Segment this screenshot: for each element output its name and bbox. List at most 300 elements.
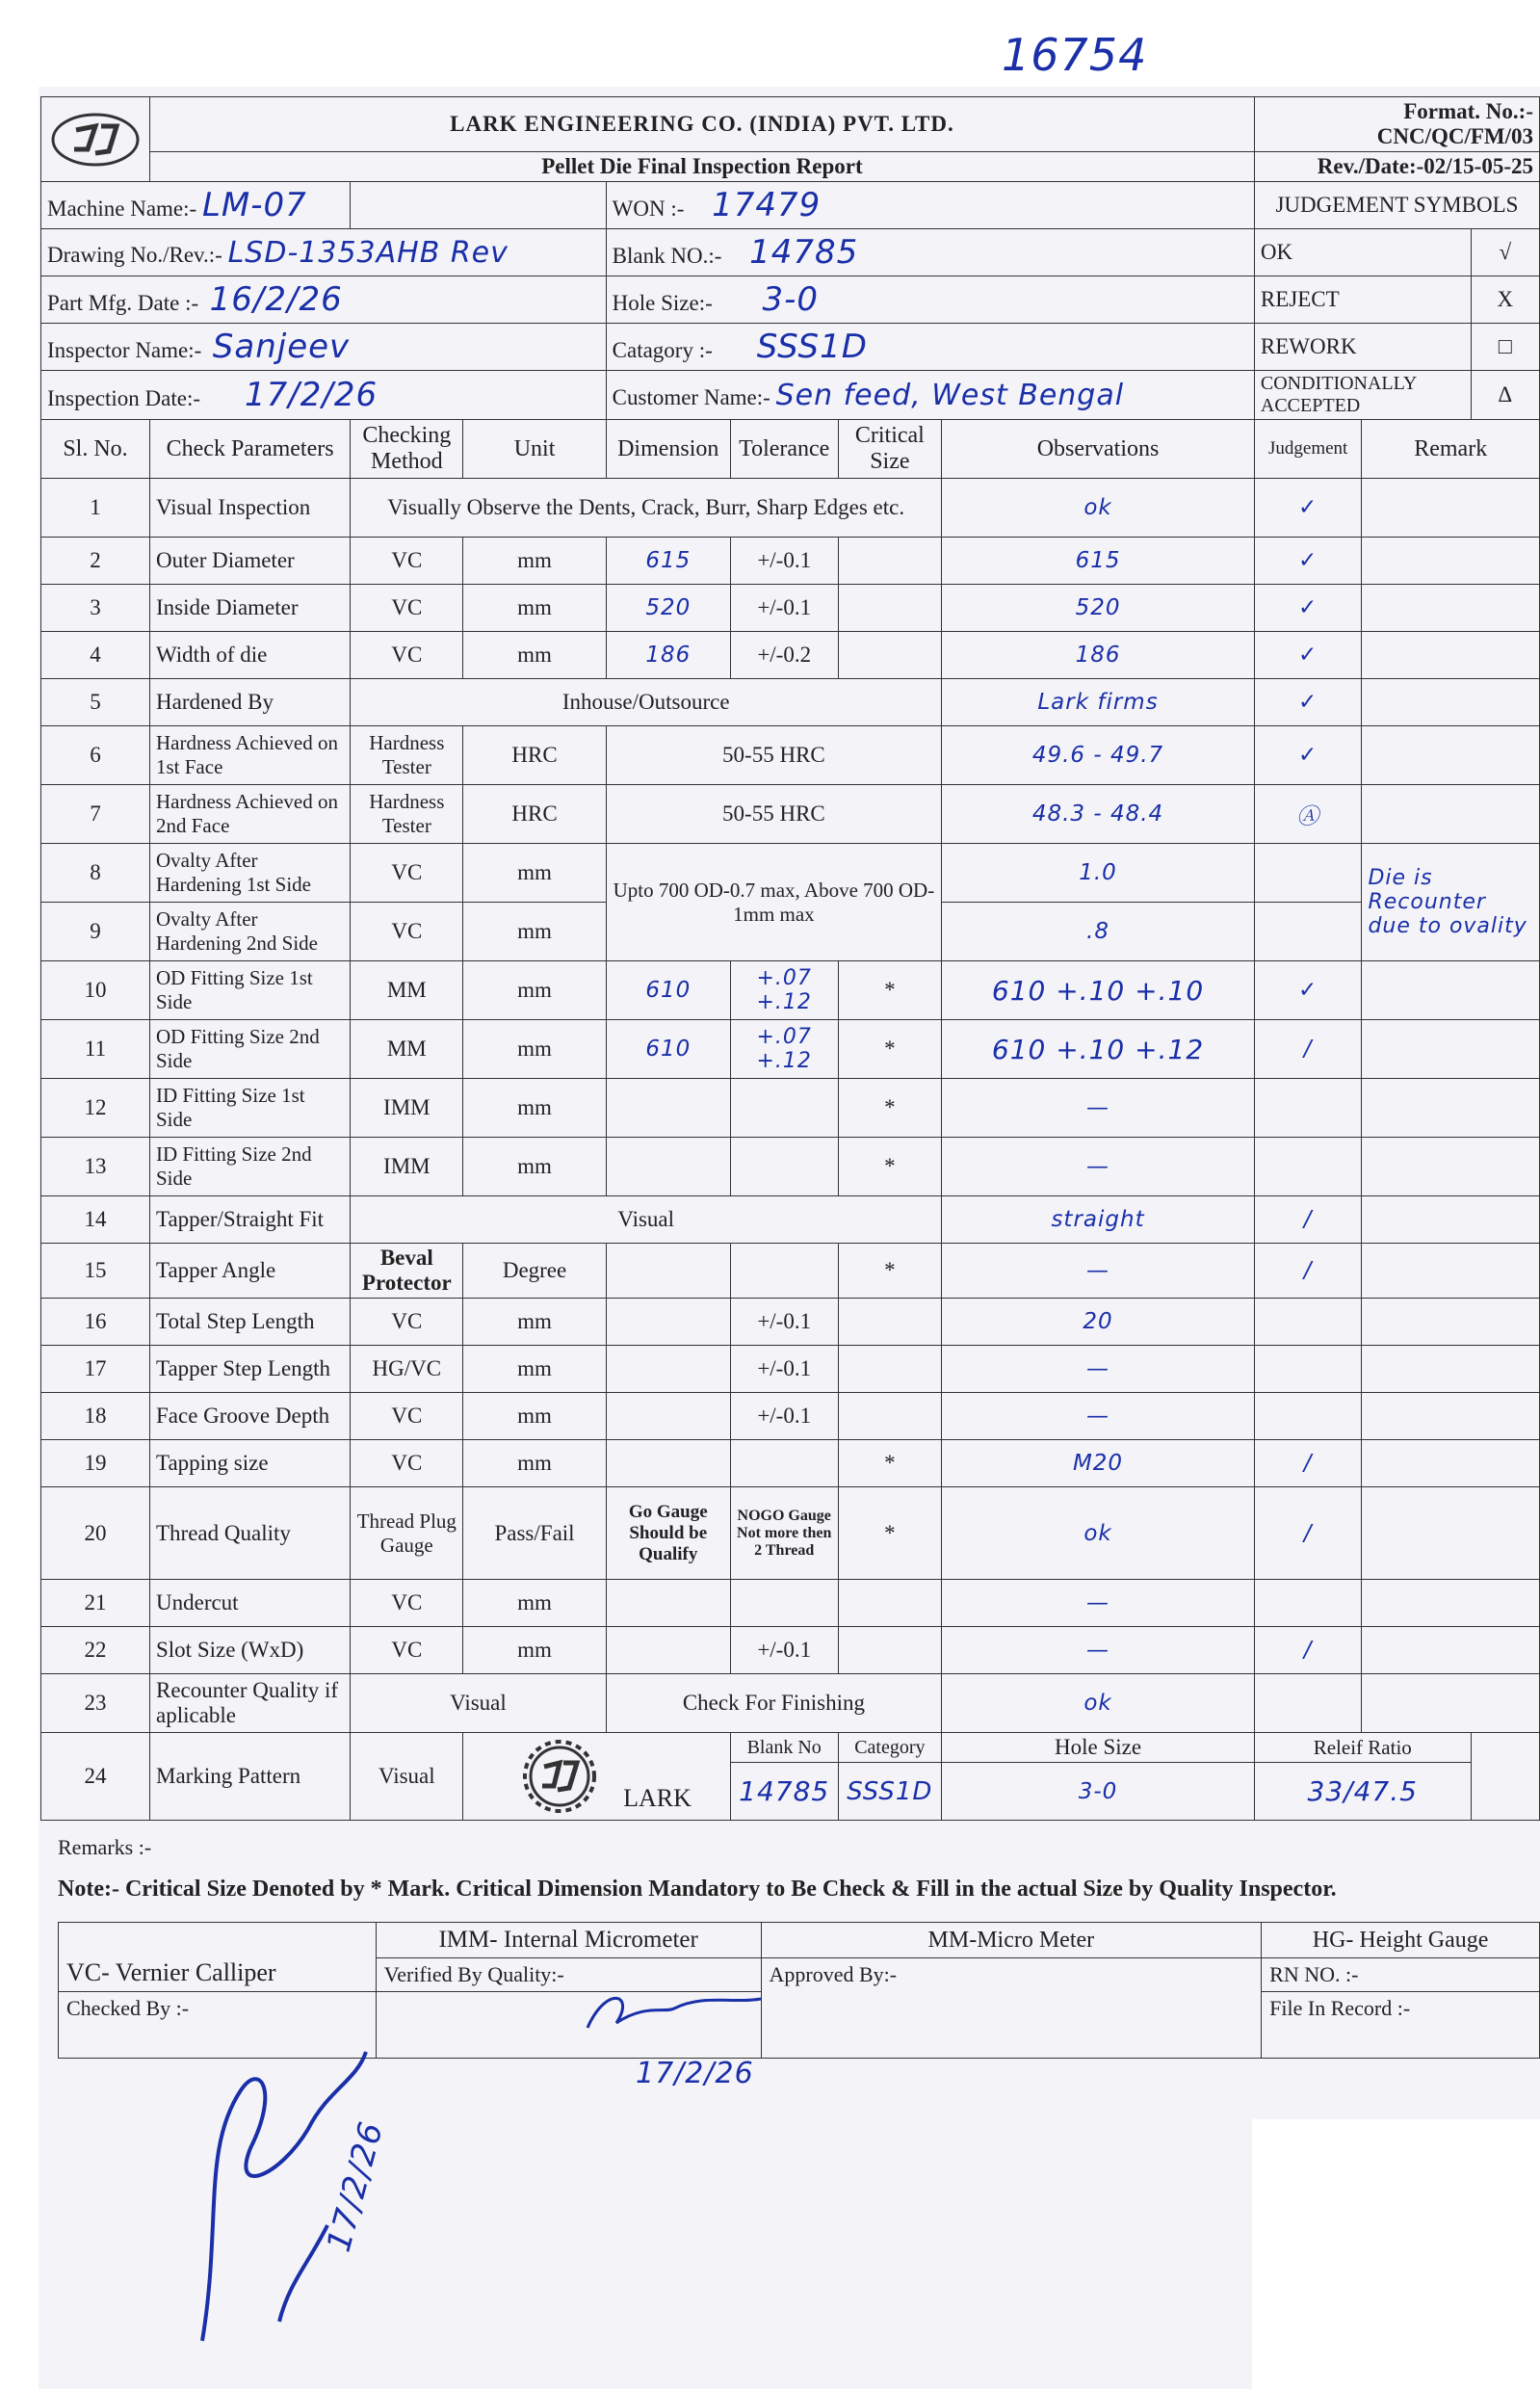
row-dimension [606,1393,730,1440]
row-param: Undercut [150,1580,351,1627]
marking-value-blank: 14785 [730,1763,838,1821]
row-remark [1362,1079,1540,1138]
row-critical [838,1299,942,1346]
row-unit: mm [463,1079,606,1138]
col-tolerance: Tolerance [730,420,838,479]
row-observation: — [942,1346,1255,1393]
mm-legend: MM-Micro Meter [761,1923,1262,1958]
row-param: Tapper Angle [150,1244,351,1299]
row-param: Width of die [150,632,351,679]
table-row [41,1346,1540,1393]
remarks-line [58,1835,1540,1860]
table-row [41,1244,1540,1299]
table-row [41,1440,1540,1487]
row-judgement [1254,1138,1362,1196]
rn-no-label: RN NO. :- [1262,1958,1540,1992]
table-row [41,632,1540,679]
table-row [41,538,1540,585]
remarks-label: Remarks :- [58,1835,152,1859]
row-judgement: ✓ [1254,585,1362,632]
row-tolerance: +/-0.1 [730,538,838,585]
col-param: Check Parameters [150,420,351,479]
row-remark [1362,479,1540,538]
row-method: Hardness Tester [351,726,463,785]
symbol-rework: □ [1471,324,1539,371]
row-observation: 20 [942,1299,1255,1346]
symbol-ok: √ [1471,229,1539,276]
row-no: 17 [41,1346,150,1393]
row-tolerance [730,1244,838,1299]
row-no: 16 [41,1299,150,1346]
row-observation: ok [942,479,1255,538]
row-method: Hardness Tester [351,785,463,844]
row-judgement: ✓ [1254,726,1362,785]
symbol-ok-label: OK [1254,229,1471,276]
row-remark [1362,1580,1540,1627]
row-observation: — [942,1244,1255,1299]
row-judgement [1254,1674,1362,1733]
row-param: Tapper Step Length [150,1346,351,1393]
row-method: VC [351,1440,463,1487]
row-critical: * [838,1138,942,1196]
row-param: Ovalty After Hardening 2nd Side [150,903,351,961]
row-param: ID Fitting Size 1st Side [150,1079,351,1138]
row-remark [1362,1299,1540,1346]
row-tolerance: +/-0.1 [730,585,838,632]
customer-field: Customer Name:- Sen feed, West Bengal [606,371,1254,420]
row-unit: mm [463,961,606,1020]
checked-signature [164,2033,414,2365]
row-critical: * [838,1487,942,1580]
row-judgement: ✓ [1254,538,1362,585]
row-judgement [1254,1346,1362,1393]
row-critical [838,1346,942,1393]
row-param: Thread Quality [150,1487,351,1580]
row-no: 13 [41,1138,150,1196]
row-remark [1362,1346,1540,1393]
row-no: 14 [41,1196,150,1244]
row-observation: — [942,1580,1255,1627]
table-row [41,1487,1540,1580]
row-observation: ok [942,1674,1255,1733]
row-method: Thread Plug Gauge [351,1487,463,1580]
mfg-date-field: Part Mfg. Date :- 16/2/26 [41,276,607,324]
ovalty-remark: Die is Recounter due to ovality [1362,844,1540,961]
blank-field: Blank NO.:- 14785 [606,229,1254,276]
table-row [41,1020,1540,1079]
row-critical [838,1393,942,1440]
checked-date: 17/2/26 [319,2117,392,2256]
marking-value-hole: 3-0 [942,1763,1255,1821]
row-param: Face Groove Depth [150,1393,351,1440]
category-field: Catagory :- SSS1D [606,324,1254,371]
row-no: 8 [41,844,150,903]
row-method: Beval Protector [351,1244,463,1299]
footer-row-1 [59,1923,1540,1958]
row-critical [838,1580,942,1627]
verified-signature [578,1975,770,2090]
row-unit: mm [463,1138,606,1196]
col-method: Checking Method [351,420,463,479]
row-tolerance: +/-0.2 [730,632,838,679]
row-param: Marking Pattern [150,1733,351,1821]
table-row [41,844,1540,903]
row-method: VC [351,1393,463,1440]
table-row [41,585,1540,632]
row-judgement [1254,903,1362,961]
symbol-rework-label: REWORK [1254,324,1471,371]
inspection-sheet [40,96,1540,1821]
approved-by-label: Approved By:- [761,1958,1262,2059]
row-dimension [606,1138,730,1196]
row-method: IMM [351,1079,463,1138]
row-critical: * [838,1244,942,1299]
row-param: Hardness Achieved on 2nd Face [150,785,351,844]
row-unit: mm [463,585,606,632]
row-remark [1362,961,1540,1020]
row-judgement [1254,1079,1362,1138]
checked-signature-icon [164,2033,414,2360]
table-row [41,479,1540,538]
symbol-reject-label: REJECT [1254,276,1471,324]
row-merged: Visual [351,1196,942,1244]
row-tolerance: +/-0.1 [730,1393,838,1440]
column-header-row [41,420,1540,479]
row-dimension [606,1299,730,1346]
marking-value-category: SSS1D [838,1763,942,1821]
row-method: VC [351,844,463,903]
hg-legend: HG- Height Gauge [1262,1923,1540,1958]
row-no: 11 [41,1020,150,1079]
row-merged: Inhouse/Outsource [351,679,942,726]
paper-curl [1252,2119,1540,2389]
lark-logo-icon [47,109,144,171]
col-judgement: Judgement [1254,420,1362,479]
row-method: VC [351,585,463,632]
row-param: Recounter Quality if aplicable [150,1674,351,1733]
company-name: LARK ENGINEERING CO. (INDIA) PVT. LTD. [150,97,1255,152]
hole-size-field: Hole Size:- 3-0 [606,276,1254,324]
col-slno: Sl. No. [41,420,150,479]
report-title: Pellet Die Final Inspection Report [150,152,1255,182]
ovalty-spec: Upto 700 OD-0.7 max, Above 700 OD-1mm max [606,844,942,961]
row-observation: Lark firms [942,679,1255,726]
file-in-record-label: File In Record :- [1262,1992,1540,2059]
row-remark [1362,1487,1540,1580]
vc-legend: VC- Vernier Calliper [59,1923,377,1992]
row-no: 4 [41,632,150,679]
row-unit: mm [463,538,606,585]
row-judgement: Ⓐ [1254,785,1362,844]
row-unit: Pass/Fail [463,1487,606,1580]
table-row [41,1393,1540,1440]
marking-gear-logo-icon [502,1740,617,1813]
row-observation: 615 [942,538,1255,585]
marking-header-hole: Hole Size [942,1733,1255,1763]
row-remark [1362,1440,1540,1487]
col-critical: Critical Size [838,420,942,479]
row-observation: .8 [942,903,1255,961]
table-row [41,726,1540,785]
row-tolerance: NOGO Gauge Not more then 2 Thread [730,1487,838,1580]
row-param: ID Fitting Size 2nd Side [150,1138,351,1196]
drawing-field: Drawing No./Rev.:- LSD-1353AHB Rev [41,229,607,276]
row-no: 12 [41,1079,150,1138]
row-remark [1362,1196,1540,1244]
subheader-row [41,152,1540,182]
marking-row [41,1733,1540,1763]
row-method: VC [351,538,463,585]
row-tolerance [730,1138,838,1196]
row-critical [838,585,942,632]
row-param: Hardness Achieved on 1st Face [150,726,351,785]
row-unit: HRC [463,726,606,785]
row-no: 20 [41,1487,150,1580]
row-judgement: / [1254,1020,1362,1079]
row-no: 7 [41,785,150,844]
row-unit: mm [463,844,606,903]
row-unit: mm [463,632,606,679]
row-unit: mm [463,1346,606,1393]
row-method: VC [351,903,463,961]
row-judgement: / [1254,1627,1362,1674]
row-judgement [1254,844,1362,903]
row-dimension [606,1580,730,1627]
row-no: 2 [41,538,150,585]
inspector-field: Inspector Name:- Sanjeev [41,324,607,371]
row-judgement: / [1254,1440,1362,1487]
row-method: Visual [351,1674,606,1733]
format-no: Format. No.:-CNC/QC/FM/03 [1254,97,1539,152]
row-observation: 186 [942,632,1255,679]
marking-header-relief: Releif Ratio [1254,1733,1471,1763]
row-method: VC [351,1299,463,1346]
row-observation: straight [942,1196,1255,1244]
row-judgement: ✓ [1254,679,1362,726]
row-no: 6 [41,726,150,785]
row-dimension: 186 [606,632,730,679]
info-row-3 [41,276,1540,324]
col-remark: Remark [1362,420,1540,479]
header-row [41,97,1540,152]
row-remark [1362,726,1540,785]
table-row [41,1580,1540,1627]
imm-legend: IMM- Internal Micrometer [376,1923,761,1958]
row-dimension: 520 [606,585,730,632]
symbol-conditional-label: CONDITIONALLY ACCEPTED [1254,371,1471,420]
row-observation: — [942,1393,1255,1440]
row-remark [1362,1020,1540,1079]
row-tolerance [730,1580,838,1627]
row-merged: Check For Finishing [606,1674,942,1733]
row-no: 9 [41,903,150,961]
table-row [41,785,1540,844]
row-spec: 50-55 HRC [606,785,942,844]
row-param: Tapping size [150,1440,351,1487]
table-row [41,1674,1540,1733]
checked-by-label: Checked By :- [59,1992,377,2059]
row-judgement [1254,1393,1362,1440]
col-unit: Unit [463,420,606,479]
marking-brand: LARK [623,1784,692,1812]
row-remark [1362,632,1540,679]
row-critical: * [838,1020,942,1079]
row-method: IMM [351,1138,463,1196]
row-method: VC [351,1627,463,1674]
row-unit: Degree [463,1244,606,1299]
row-param: Visual Inspection [150,479,351,538]
row-dimension [606,1244,730,1299]
col-observations: Observations [942,420,1255,479]
marking-logo-cell [463,1733,730,1821]
row-param: Hardened By [150,679,351,726]
row-judgement [1254,1580,1362,1627]
row-method: MM [351,1020,463,1079]
row-tolerance: +/-0.1 [730,1627,838,1674]
col-dimension: Dimension [606,420,730,479]
row-method: VC [351,632,463,679]
row-no: 19 [41,1440,150,1487]
row-critical: * [838,1079,942,1138]
row-no: 15 [41,1244,150,1299]
row-judgement: ✓ [1254,961,1362,1020]
row-tolerance: +/-0.1 [730,1346,838,1393]
verified-signature-icon [578,1975,770,2052]
row-method: VC [351,1580,463,1627]
row-unit: mm [463,1393,606,1440]
row-dimension: 610 [606,1020,730,1079]
info-row-4 [41,324,1540,371]
row-tolerance [730,1079,838,1138]
row-unit: mm [463,1020,606,1079]
row-critical [838,632,942,679]
row-param: Ovalty After Hardening 1st Side [150,844,351,903]
row-critical: * [838,1440,942,1487]
row-param: Slot Size (WxD) [150,1627,351,1674]
row-remark [1362,1138,1540,1196]
row-param: OD Fitting Size 2nd Side [150,1020,351,1079]
marking-value-relief: 33/47.5 [1254,1763,1471,1821]
row-judgement: ✓ [1254,632,1362,679]
row-method: MM [351,961,463,1020]
machine-field: Machine Name:- LM-07 [41,182,351,229]
row-no: 24 [41,1733,150,1821]
row-judgement: / [1254,1487,1362,1580]
row-observation: — [942,1079,1255,1138]
row-param: Outer Diameter [150,538,351,585]
row-tolerance [730,1440,838,1487]
row-remark [1362,585,1540,632]
row-dimension [606,1440,730,1487]
info-row-1 [41,182,1540,229]
row-dimension: Go Gauge Should be Qualify [606,1487,730,1580]
row-no: 23 [41,1674,150,1733]
row-remark [1362,538,1540,585]
row-critical: * [838,961,942,1020]
row-param: OD Fitting Size 1st Side [150,961,351,1020]
rev-date: Rev./Date:-02/15-05-25 [1254,152,1539,182]
info-row-5 [41,371,1540,420]
row-param: Inside Diameter [150,585,351,632]
row-tolerance: +.07 +.12 [730,1020,838,1079]
row-observation: M20 [942,1440,1255,1487]
row-remark [1362,1393,1540,1440]
table-row [41,1299,1540,1346]
marking-remark [1471,1733,1539,1821]
row-dimension: 615 [606,538,730,585]
row-no: 18 [41,1393,150,1440]
row-judgement [1254,1299,1362,1346]
row-dimension [606,1627,730,1674]
row-remark [1362,1674,1540,1733]
row-dimension [606,1079,730,1138]
row-observation: — [942,1627,1255,1674]
document-number: 16754 [1002,29,1148,81]
row-observation: — [942,1138,1255,1196]
table-row [41,1627,1540,1674]
machine-spacer [351,182,606,229]
marking-header-category: Category [838,1733,942,1763]
row-critical [838,538,942,585]
row-remark [1362,679,1540,726]
inspection-date-field: Inspection Date:- 17/2/26 [41,371,607,420]
row-remark [1362,1627,1540,1674]
info-row-2 [41,229,1540,276]
table-row [41,1138,1540,1196]
row-observation: ok [942,1487,1255,1580]
judgement-symbols-title: JUDGEMENT SYMBOLS [1254,182,1539,229]
critical-note: Note:- Critical Size Denoted by * Mark. Critical Dimension Mandatory to Be Check & Fill in the actual Size by Quality Inspector. [58,1877,1337,1902]
row-method: Visual [351,1733,463,1821]
symbol-reject: X [1471,276,1539,324]
row-unit: mm [463,903,606,961]
row-param: Total Step Length [150,1299,351,1346]
row-observation: 610 +.10 +.12 [942,1020,1255,1079]
row-no: 3 [41,585,150,632]
row-tolerance: +.07 +.12 [730,961,838,1020]
row-unit: HRC [463,785,606,844]
company-logo [41,97,150,182]
row-observation: 520 [942,585,1255,632]
row-judgement: / [1254,1196,1362,1244]
table-row [41,1196,1540,1244]
row-judgement: / [1254,1244,1362,1299]
row-judgement: ✓ [1254,479,1362,538]
table-row [41,679,1540,726]
row-no: 1 [41,479,150,538]
row-critical [838,1627,942,1674]
row-unit: mm [463,1627,606,1674]
symbol-conditional: Δ [1471,371,1539,420]
table-row [41,961,1540,1020]
row-observation: 610 +.10 +.10 [942,961,1255,1020]
row-observation: 48.3 - 48.4 [942,785,1255,844]
row-spec: 50-55 HRC [606,726,942,785]
row-no: 21 [41,1580,150,1627]
row-method: HG/VC [351,1346,463,1393]
row-dimension: 610 [606,961,730,1020]
verified-date: 17/2/26 [636,2057,754,2090]
row-no: 5 [41,679,150,726]
marking-header-blank: Blank No [730,1733,838,1763]
row-observation: 1.0 [942,844,1255,903]
row-remark [1362,785,1540,844]
row-observation: 49.6 - 49.7 [942,726,1255,785]
row-remark [1362,1244,1540,1299]
row-param: Tapper/Straight Fit [150,1196,351,1244]
row-tolerance: +/-0.1 [730,1299,838,1346]
row-unit: mm [463,1440,606,1487]
